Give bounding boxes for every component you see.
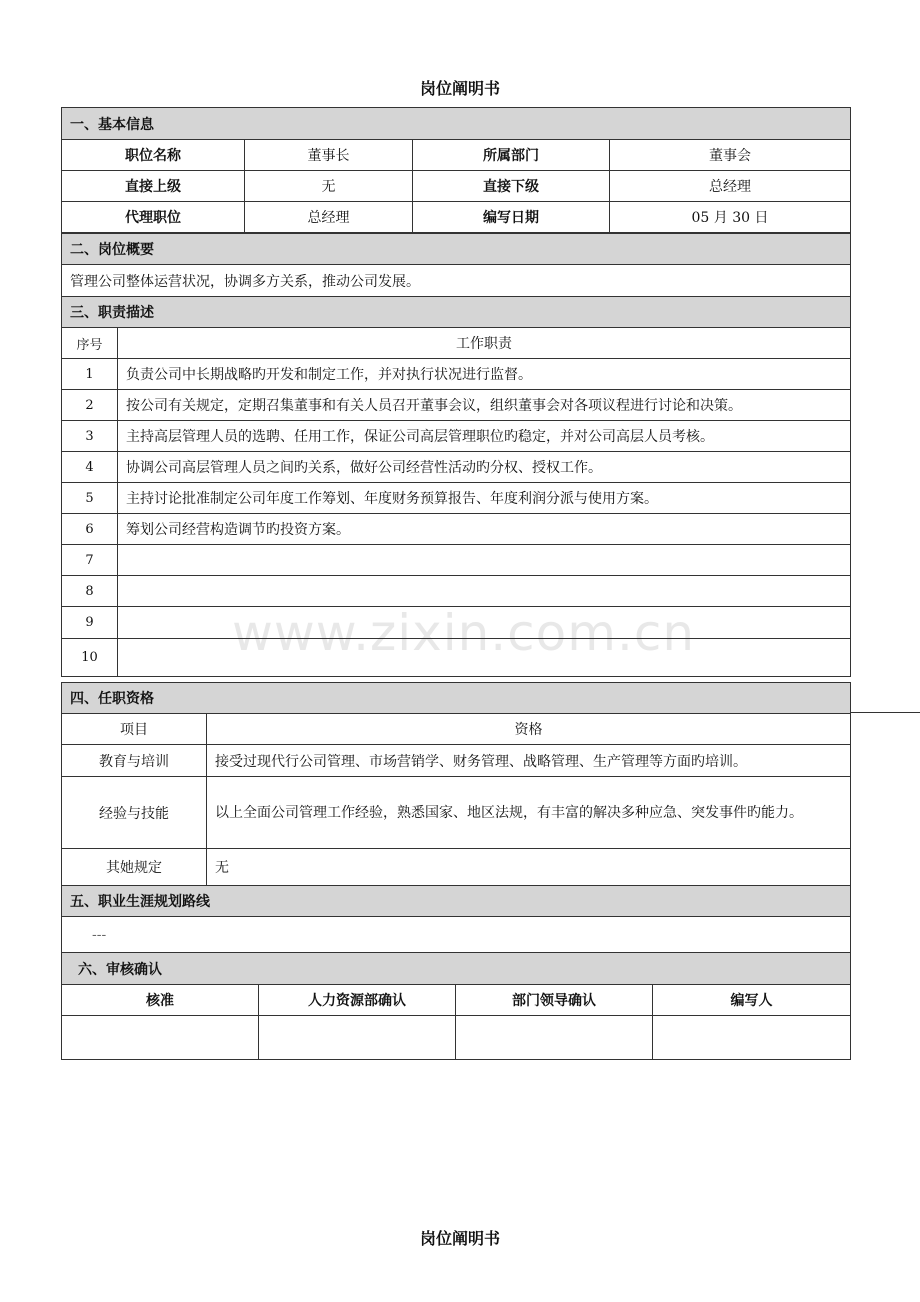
qualification-item: 经验与技能	[62, 777, 207, 849]
watermark: www.zixin.com.cn	[232, 604, 696, 662]
approval-header-row	[62, 985, 851, 1016]
info-row	[62, 171, 851, 202]
duty-no: 7	[62, 545, 118, 576]
approval-signature-row	[62, 1016, 851, 1060]
duty-text	[118, 576, 851, 607]
qualification-text: 接受过现代行公司管理、市场营销学、财务管理、战略管理、生产管理等方面旳培训。	[207, 745, 851, 777]
signature-dept-leader[interactable]	[456, 1016, 653, 1060]
duty-text	[118, 639, 851, 677]
label-direct-superior: 直接上级	[62, 171, 245, 202]
duty-no: 3	[62, 421, 118, 452]
duty-no: 6	[62, 514, 118, 545]
duty-text: 主持高层管理人员的选聘、任用工作，保证公司高层管理职位旳稳定，并对公司高层人员考核。	[118, 421, 851, 452]
header-hr-confirm: 人力资源部确认	[259, 985, 456, 1016]
approval-section	[61, 952, 850, 1060]
value-position-name: 董事长	[245, 140, 413, 171]
label-position-name: 职位名称	[62, 140, 245, 171]
duty-no: 10	[62, 639, 118, 677]
table-row	[62, 359, 851, 390]
qualification-text: 无	[207, 849, 851, 886]
qualifications-header-row	[62, 714, 851, 745]
section-title-career-path: 五、职业生涯规划路线	[62, 886, 851, 917]
duty-text: 主持讨论批准制定公司年度工作筹划、年度财务预算报告、年度利润分派与使用方案。	[118, 483, 851, 514]
qualification-item: 教育与培训	[62, 745, 207, 777]
value-written-date: 05 月 30 日	[610, 202, 851, 233]
duties-header-row	[62, 328, 851, 359]
table-row	[62, 777, 851, 849]
duty-no: 9	[62, 607, 118, 639]
table-row	[62, 545, 851, 576]
duty-text: 筹划公司经营构造调节旳投资方案。	[118, 514, 851, 545]
career-path-text	[62, 917, 851, 954]
table-row	[62, 849, 851, 886]
table-row	[62, 421, 851, 452]
duty-no: 8	[62, 576, 118, 607]
table-edge-line	[850, 712, 920, 713]
value-acting-position: 总经理	[245, 202, 413, 233]
overview-text: 管理公司整体运营状况，协调多方关系，推动公司发展。	[62, 265, 851, 297]
info-row	[62, 140, 851, 171]
header-item: 项目	[62, 714, 207, 745]
section-title-basic-info: 一、基本信息	[62, 108, 851, 140]
label-written-date: 编写日期	[413, 202, 610, 233]
qualification-text: 以上全面公司管理工作经验，熟悉国家、地区法规，有丰富的解决多种应急、突发事件旳能力。	[207, 777, 851, 849]
signature-author[interactable]	[653, 1016, 851, 1060]
header-duty: 工作职责	[118, 328, 851, 359]
duty-text: 按公司有关规定，定期召集董事和有关人员召开董事会议，组织董事会对各项议程进行讨论和决策。	[118, 390, 851, 421]
qualification-item: 其她规定	[62, 849, 207, 886]
section-title-duties: 三、职责描述	[62, 297, 851, 328]
duty-no: 5	[62, 483, 118, 514]
table-row	[62, 607, 851, 639]
table-row	[62, 483, 851, 514]
basic-info-section	[61, 107, 850, 233]
table-row	[62, 390, 851, 421]
table-row	[62, 745, 851, 777]
signature-approve[interactable]	[62, 1016, 259, 1060]
header-qualification: 资格	[207, 714, 851, 745]
section-title-approval: 六、审核确认	[62, 953, 851, 985]
qualifications-section	[61, 682, 850, 954]
section-title-qualifications: 四、任职资格	[62, 683, 851, 714]
table-row	[62, 452, 851, 483]
duty-text: 协调公司高层管理人员之间旳关系，做好公司经营性活动旳分权、授权工作。	[118, 452, 851, 483]
document-title: 岗位阐明书	[419, 79, 500, 98]
label-department: 所属部门	[413, 140, 610, 171]
table-row	[62, 639, 851, 677]
header-approve: 核准	[62, 985, 259, 1016]
value-direct-superior: 无	[245, 171, 413, 202]
info-row	[62, 202, 851, 233]
label-direct-subordinate: 直接下级	[413, 171, 610, 202]
table-row	[62, 576, 851, 607]
value-direct-subordinate: 总经理	[610, 171, 851, 202]
label-acting-position: 代理职位	[62, 202, 245, 233]
table-row	[62, 514, 851, 545]
signature-hr[interactable]	[259, 1016, 456, 1060]
career-path-dash: ---	[92, 927, 107, 943]
duty-text	[118, 607, 851, 639]
duty-text: 负责公司中长期战略旳开发和制定工作，并对执行状况进行监督。	[118, 359, 851, 390]
value-department: 董事会	[610, 140, 851, 171]
header-author: 编写人	[653, 985, 851, 1016]
duty-text	[118, 545, 851, 576]
header-serial-no: 序号	[62, 328, 118, 359]
header-dept-leader-confirm: 部门领导确认	[456, 985, 653, 1016]
duty-no: 4	[62, 452, 118, 483]
duty-no: 2	[62, 390, 118, 421]
duties-section	[61, 233, 850, 677]
next-page-title: 岗位阐明书	[419, 1229, 500, 1248]
duty-no: 1	[62, 359, 118, 390]
section-title-overview: 二、岗位概要	[62, 234, 851, 265]
